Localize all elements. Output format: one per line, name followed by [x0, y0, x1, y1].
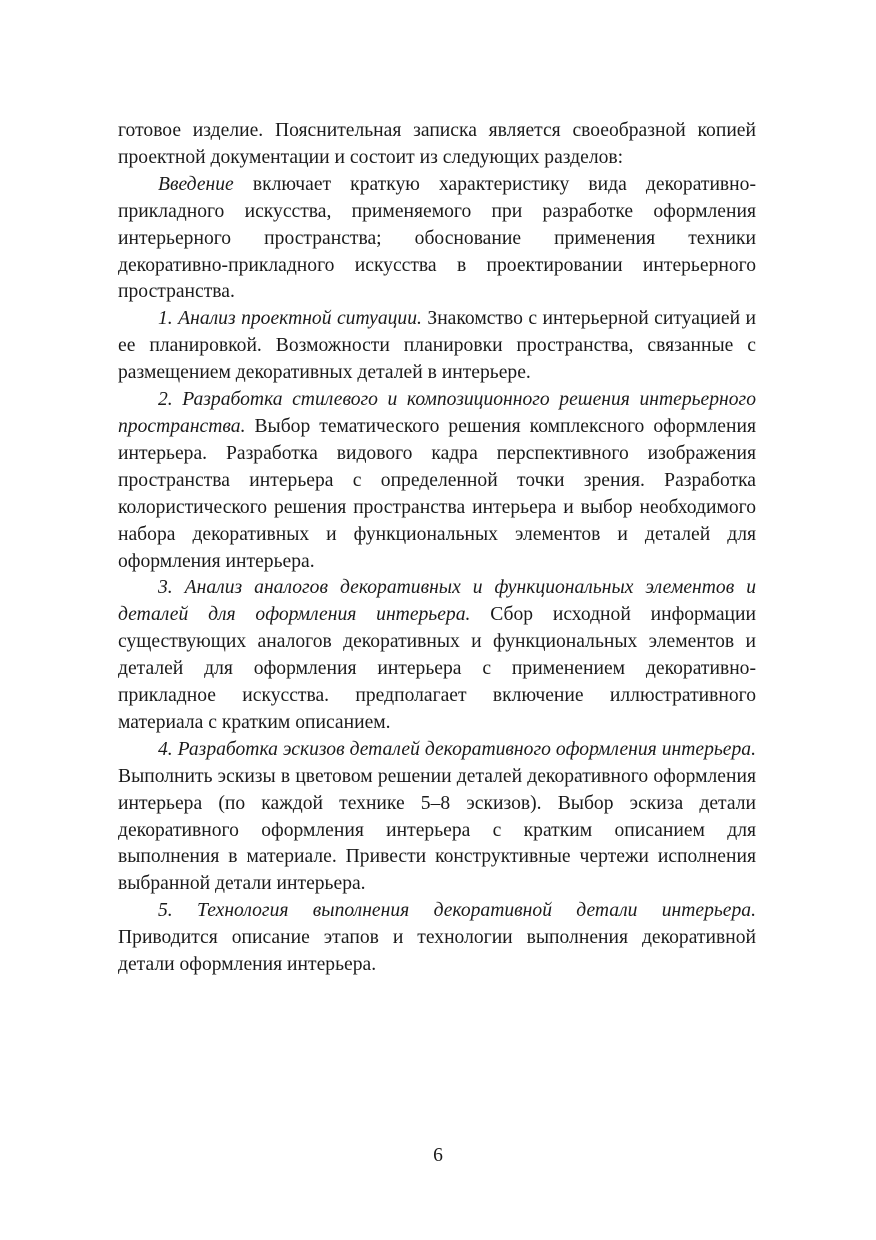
paragraph-heading: 4. Разработка эскизов деталей декоративного оформления интерьера.	[158, 738, 756, 760]
paragraph-text: Выбор тематического решения комплексного оформления интерьера. Разработка видового кадра перспективного изображения пространства интерьера с определенной точки зрения. Разработка колористического решения пространства интерьера и выбор необходимого набора декоративных и функциональных элементов и деталей для оформления интерьера.	[118, 415, 756, 572]
paragraph-text: Знакомство с интерьерной ситуацией и ее планировкой. Возможности планировки пространства, связанные с размещением декоративных деталей в интерьере.	[118, 308, 756, 384]
paragraph-text: Приводится описание этапов и технологии выполнения декоративной детали оформления интерьера.	[118, 927, 756, 976]
paragraph-introduction	[118, 172, 756, 307]
page-body	[118, 118, 756, 979]
paragraph-heading: 1. Анализ проектной ситуации.	[158, 308, 422, 330]
paragraph-text: Сбор исходной информации существующих аналогов декоративных и функциональных элементов и деталей для оформления интерьера с применением декоративно-прикладное искусства. предполагает включение иллюстративного материала с кратким описанием.	[118, 604, 756, 733]
paragraph-section-5	[118, 898, 756, 979]
paragraph-section-3	[118, 575, 756, 736]
paragraph-heading: 3. Анализ аналогов декоративных и функциональных элементов и деталей для оформления интерьера.	[118, 577, 756, 626]
paragraph-heading: 2. Разработка стилевого и композиционного решения интерьерного пространства.	[118, 389, 756, 437]
paragraph-section-1	[118, 306, 756, 387]
paragraph-continuation	[118, 118, 756, 172]
page-number: 6	[433, 1145, 443, 1166]
paragraph-text: готовое изделие. Пояснительная записка является своеобразной копией проектной документации и состоит из следующих разделов:	[118, 120, 756, 168]
paragraph-text: Выполнить эскизы в цветовом решении деталей декоративного оформления интерьера (по каждой технике 5–8 эскизов). Выбор эскиза детали декоративного оформления интерьера с кратким описанием для выполнения в материале. Привести конструктивные чертежи исполнения выбранной детали интерьера.	[118, 765, 756, 895]
paragraph-text: включает краткую характеристику вида декоративно-прикладного искусства, применяемого при разработке оформления интерьерного пространства; обоснование применения техники декоративно-прикладного искусства в проектировании интерьерного пространства.	[118, 173, 756, 303]
paragraph-heading: 5. Технология выполнения декоративной детали интерьера.	[158, 900, 756, 922]
paragraph-heading: Введение	[158, 173, 234, 195]
paragraph-section-2	[118, 387, 756, 575]
paragraph-section-4	[118, 737, 756, 898]
